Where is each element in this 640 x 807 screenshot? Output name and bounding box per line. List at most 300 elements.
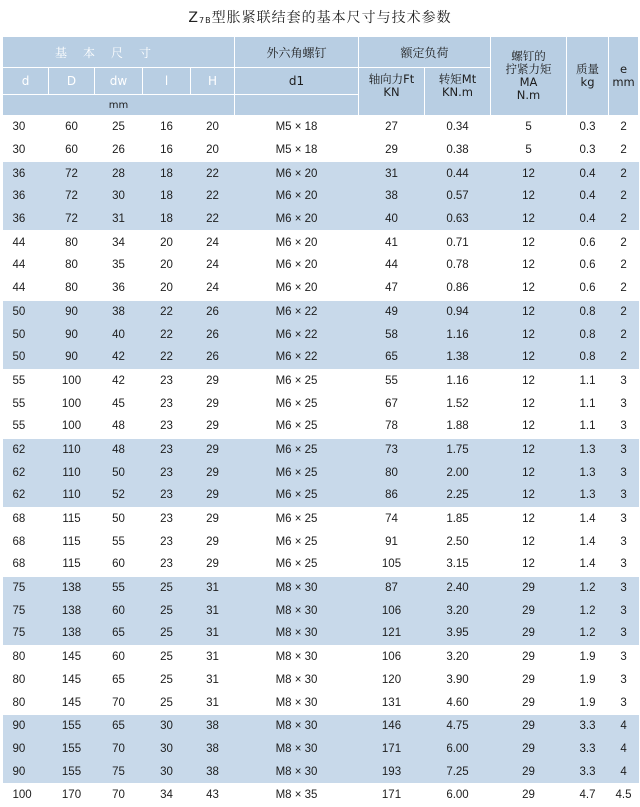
title-text: 型胀紧联结套的基本尺寸与技术参数: [211, 10, 452, 26]
cell-torque: 0.94: [425, 300, 491, 323]
table-row: [3, 691, 639, 714]
cell-tighten-torque: 12: [491, 369, 567, 392]
cell-torque: 1.75: [425, 438, 491, 461]
cell-e: 2: [609, 116, 639, 139]
cell-l: 25: [143, 599, 191, 622]
cell-H: 22: [191, 162, 235, 185]
cell-mass: 1.1: [567, 392, 609, 415]
title-subscript: 7B: [199, 16, 212, 25]
cell-H: 29: [191, 553, 235, 576]
cell-axial-force: 171: [359, 738, 425, 761]
cell-d: 100: [3, 783, 49, 806]
table-row: [3, 576, 639, 599]
table-header: [3, 37, 639, 116]
cell-dw: 42: [95, 369, 143, 392]
cell-mass: 1.1: [567, 415, 609, 438]
cell-e: 2: [609, 277, 639, 300]
tighten-torque-line-4: N.m: [516, 88, 541, 102]
cell-d: 36: [3, 208, 49, 231]
table-row: [3, 484, 639, 507]
cell-axial-force: 171: [359, 783, 425, 806]
cell-torque: 2.40: [425, 576, 491, 599]
cell-torque: 3.90: [425, 669, 491, 692]
cell-mass: 0.6: [567, 231, 609, 254]
cell-dw: 48: [95, 415, 143, 438]
cell-l: 18: [143, 185, 191, 208]
cell-d1: M8 × 30: [235, 645, 359, 668]
title-prefix: Z: [188, 10, 199, 26]
cell-l: 16: [143, 116, 191, 139]
cell-D: 80: [49, 277, 95, 300]
cell-D: 145: [49, 669, 95, 692]
cell-mass: 3.3: [567, 760, 609, 783]
cell-D: 115: [49, 553, 95, 576]
header-H: H: [191, 68, 235, 95]
table-row: [3, 139, 639, 162]
cell-dw: 40: [95, 323, 143, 346]
cell-torque: 0.86: [425, 277, 491, 300]
header-torque: [425, 68, 491, 116]
cell-mass: 4.7: [567, 783, 609, 806]
cell-l: 25: [143, 669, 191, 692]
cell-mass: 1.1: [567, 369, 609, 392]
table-row: [3, 346, 639, 369]
cell-mass: 0.4: [567, 185, 609, 208]
torque-line-1: 转矩Mt: [438, 72, 477, 86]
cell-dw: 55: [95, 576, 143, 599]
cell-D: 115: [49, 507, 95, 530]
cell-d1: M5 × 18: [235, 139, 359, 162]
cell-mass: 0.4: [567, 208, 609, 231]
cell-mass: 3.3: [567, 738, 609, 761]
cell-H: 22: [191, 208, 235, 231]
header-d: d: [3, 68, 49, 95]
mass-line-2: kg: [580, 75, 595, 89]
cell-d: 44: [3, 254, 49, 277]
cell-dw: 36: [95, 277, 143, 300]
cell-tighten-torque: 29: [491, 783, 567, 806]
cell-e: 3: [609, 415, 639, 438]
cell-mass: 1.4: [567, 507, 609, 530]
cell-d: 80: [3, 691, 49, 714]
cell-d1: M8 × 30: [235, 669, 359, 692]
cell-d1: M8 × 30: [235, 714, 359, 737]
cell-d1: M6 × 22: [235, 300, 359, 323]
cell-l: 23: [143, 415, 191, 438]
cell-axial-force: 86: [359, 484, 425, 507]
cell-H: 29: [191, 461, 235, 484]
table-row: [3, 162, 639, 185]
table-row: [3, 553, 639, 576]
cell-mass: 0.6: [567, 254, 609, 277]
cell-l: 23: [143, 484, 191, 507]
cell-l: 23: [143, 530, 191, 553]
cell-D: 72: [49, 162, 95, 185]
cell-torque: 3.20: [425, 645, 491, 668]
cell-axial-force: 74: [359, 507, 425, 530]
cell-d1: M8 × 35: [235, 783, 359, 806]
cell-tighten-torque: 12: [491, 300, 567, 323]
cell-torque: 2.00: [425, 461, 491, 484]
cell-D: 138: [49, 622, 95, 645]
cell-torque: 1.16: [425, 369, 491, 392]
cell-tighten-torque: 29: [491, 760, 567, 783]
cell-D: 100: [49, 369, 95, 392]
cell-e: 3: [609, 438, 639, 461]
cell-e: 4.5: [609, 783, 639, 806]
cell-d1: M8 × 30: [235, 622, 359, 645]
cell-d: 44: [3, 277, 49, 300]
cell-torque: 0.44: [425, 162, 491, 185]
cell-H: 29: [191, 507, 235, 530]
cell-tighten-torque: 29: [491, 645, 567, 668]
table-row: [3, 645, 639, 668]
cell-axial-force: 44: [359, 254, 425, 277]
cell-mass: 0.3: [567, 139, 609, 162]
cell-d1: M6 × 22: [235, 323, 359, 346]
cell-D: 90: [49, 300, 95, 323]
cell-tighten-torque: 29: [491, 622, 567, 645]
cell-axial-force: 87: [359, 576, 425, 599]
cell-d1: M6 × 20: [235, 162, 359, 185]
header-axial-force: [359, 68, 425, 116]
cell-axial-force: 73: [359, 438, 425, 461]
cell-H: 31: [191, 645, 235, 668]
cell-torque: 1.52: [425, 392, 491, 415]
cell-tighten-torque: 12: [491, 438, 567, 461]
cell-e: 4: [609, 714, 639, 737]
cell-axial-force: 131: [359, 691, 425, 714]
cell-torque: 2.50: [425, 530, 491, 553]
cell-H: 38: [191, 738, 235, 761]
cell-torque: 3.20: [425, 599, 491, 622]
cell-axial-force: 47: [359, 277, 425, 300]
cell-tighten-torque: 12: [491, 277, 567, 300]
cell-tighten-torque: 12: [491, 185, 567, 208]
header-dw: dw: [95, 68, 143, 95]
cell-dw: 75: [95, 760, 143, 783]
cell-D: 72: [49, 185, 95, 208]
cell-tighten-torque: 12: [491, 415, 567, 438]
cell-axial-force: 80: [359, 461, 425, 484]
cell-dw: 55: [95, 530, 143, 553]
cell-dw: 65: [95, 669, 143, 692]
cell-torque: 1.38: [425, 346, 491, 369]
cell-axial-force: 29: [359, 139, 425, 162]
cell-axial-force: 106: [359, 645, 425, 668]
cell-D: 110: [49, 461, 95, 484]
table-row: [3, 254, 639, 277]
cell-H: 29: [191, 415, 235, 438]
cell-tighten-torque: 12: [491, 231, 567, 254]
cell-d1: M6 × 25: [235, 415, 359, 438]
cell-D: 72: [49, 208, 95, 231]
cell-d: 55: [3, 369, 49, 392]
cell-e: 3: [609, 507, 639, 530]
axial-force-line-1: 轴向力Ft: [368, 72, 415, 86]
table-body: [3, 116, 639, 807]
tighten-torque-line-1: 螺钉的: [511, 49, 546, 63]
cell-l: 20: [143, 231, 191, 254]
table-row: [3, 116, 639, 139]
cell-mass: 1.9: [567, 645, 609, 668]
cell-l: 22: [143, 346, 191, 369]
cell-tighten-torque: 12: [491, 323, 567, 346]
cell-axial-force: 49: [359, 300, 425, 323]
cell-D: 60: [49, 116, 95, 139]
header-screw-blank: [235, 95, 359, 116]
cell-l: 25: [143, 645, 191, 668]
cell-mass: 0.8: [567, 323, 609, 346]
cell-torque: 0.38: [425, 139, 491, 162]
cell-H: 38: [191, 714, 235, 737]
table-row: [3, 530, 639, 553]
cell-mass: 1.4: [567, 553, 609, 576]
torque-line-2: KN.m: [442, 85, 474, 99]
cell-e: 2: [609, 231, 639, 254]
cell-axial-force: 58: [359, 323, 425, 346]
cell-dw: 50: [95, 507, 143, 530]
cell-d: 55: [3, 392, 49, 415]
cell-axial-force: 105: [359, 553, 425, 576]
cell-l: 30: [143, 738, 191, 761]
cell-H: 29: [191, 392, 235, 415]
cell-H: 29: [191, 438, 235, 461]
cell-l: 30: [143, 760, 191, 783]
cell-e: 2: [609, 208, 639, 231]
cell-H: 24: [191, 254, 235, 277]
spec-table: [2, 36, 639, 807]
cell-d: 68: [3, 530, 49, 553]
cell-mass: 1.3: [567, 461, 609, 484]
cell-d1: M6 × 25: [235, 369, 359, 392]
cell-D: 80: [49, 231, 95, 254]
cell-e: 3: [609, 599, 639, 622]
cell-mass: 0.3: [567, 116, 609, 139]
e-line-1: e: [619, 62, 628, 76]
cell-d1: M6 × 25: [235, 553, 359, 576]
cell-e: 2: [609, 185, 639, 208]
cell-e: 3: [609, 553, 639, 576]
cell-torque: 6.00: [425, 783, 491, 806]
cell-mass: 1.2: [567, 622, 609, 645]
cell-d1: M5 × 18: [235, 116, 359, 139]
cell-tighten-torque: 12: [491, 461, 567, 484]
cell-e: 2: [609, 254, 639, 277]
cell-d1: M8 × 30: [235, 760, 359, 783]
cell-e: 4: [609, 738, 639, 761]
cell-e: 3: [609, 530, 639, 553]
cell-H: 26: [191, 323, 235, 346]
cell-H: 24: [191, 231, 235, 254]
table-row: [3, 231, 639, 254]
cell-axial-force: 31: [359, 162, 425, 185]
tighten-torque-line-2: 拧紧力矩: [505, 62, 552, 76]
cell-D: 80: [49, 254, 95, 277]
cell-H: 22: [191, 185, 235, 208]
cell-l: 20: [143, 277, 191, 300]
cell-D: 100: [49, 415, 95, 438]
cell-mass: 1.9: [567, 669, 609, 692]
cell-d1: M6 × 20: [235, 208, 359, 231]
cell-D: 90: [49, 323, 95, 346]
cell-l: 25: [143, 576, 191, 599]
cell-torque: 0.63: [425, 208, 491, 231]
cell-e: 2: [609, 300, 639, 323]
cell-dw: 45: [95, 392, 143, 415]
cell-tighten-torque: 12: [491, 392, 567, 415]
cell-mass: 1.2: [567, 599, 609, 622]
cell-l: 25: [143, 691, 191, 714]
cell-dw: 70: [95, 783, 143, 806]
cell-mass: 0.8: [567, 346, 609, 369]
table-row: [3, 783, 639, 806]
cell-torque: 3.95: [425, 622, 491, 645]
cell-dw: 70: [95, 738, 143, 761]
cell-d1: M6 × 20: [235, 185, 359, 208]
cell-dw: 38: [95, 300, 143, 323]
cell-tighten-torque: 12: [491, 553, 567, 576]
table-row: [3, 277, 639, 300]
cell-e: 3: [609, 645, 639, 668]
cell-torque: 6.00: [425, 738, 491, 761]
cell-D: 110: [49, 438, 95, 461]
table-row: [3, 507, 639, 530]
cell-axial-force: 193: [359, 760, 425, 783]
cell-d1: M6 × 25: [235, 484, 359, 507]
table-row: [3, 208, 639, 231]
cell-dw: 26: [95, 139, 143, 162]
cell-axial-force: 121: [359, 622, 425, 645]
table-row: [3, 185, 639, 208]
cell-tighten-torque: 12: [491, 254, 567, 277]
cell-mass: 0.4: [567, 162, 609, 185]
table-row: [3, 622, 639, 645]
e-line-2: mm: [612, 75, 635, 89]
cell-d1: M6 × 25: [235, 507, 359, 530]
cell-d1: M6 × 20: [235, 231, 359, 254]
cell-e: 2: [609, 162, 639, 185]
table-row: [3, 300, 639, 323]
cell-d1: M6 × 20: [235, 254, 359, 277]
cell-D: 145: [49, 691, 95, 714]
cell-dw: 50: [95, 461, 143, 484]
cell-mass: 0.6: [567, 277, 609, 300]
cell-l: 25: [143, 622, 191, 645]
cell-l: 30: [143, 714, 191, 737]
cell-torque: 0.57: [425, 185, 491, 208]
cell-torque: 1.16: [425, 323, 491, 346]
cell-axial-force: 38: [359, 185, 425, 208]
cell-H: 38: [191, 760, 235, 783]
cell-axial-force: 91: [359, 530, 425, 553]
cell-H: 31: [191, 691, 235, 714]
cell-d: 90: [3, 760, 49, 783]
cell-e: 4: [609, 760, 639, 783]
cell-axial-force: 27: [359, 116, 425, 139]
cell-axial-force: 41: [359, 231, 425, 254]
cell-l: 22: [143, 323, 191, 346]
cell-dw: 60: [95, 599, 143, 622]
cell-H: 29: [191, 369, 235, 392]
cell-H: 43: [191, 783, 235, 806]
cell-tighten-torque: 29: [491, 691, 567, 714]
table-row: [3, 738, 639, 761]
table-row: [3, 438, 639, 461]
cell-D: 138: [49, 599, 95, 622]
cell-d1: M6 × 22: [235, 346, 359, 369]
cell-l: 16: [143, 139, 191, 162]
cell-d: 62: [3, 484, 49, 507]
cell-d1: M6 × 25: [235, 530, 359, 553]
header-D: D: [49, 68, 95, 95]
cell-torque: 0.34: [425, 116, 491, 139]
cell-d: 55: [3, 415, 49, 438]
header-rated-load: 额定负荷: [359, 37, 491, 68]
cell-axial-force: 78: [359, 415, 425, 438]
cell-D: 145: [49, 645, 95, 668]
cell-torque: 2.25: [425, 484, 491, 507]
axial-force-line-2: KN: [383, 85, 400, 99]
cell-l: 20: [143, 254, 191, 277]
cell-dw: 31: [95, 208, 143, 231]
table-row: [3, 323, 639, 346]
cell-D: 90: [49, 346, 95, 369]
cell-d1: M8 × 30: [235, 691, 359, 714]
cell-H: 26: [191, 346, 235, 369]
header-l: l: [143, 68, 191, 95]
cell-torque: 3.15: [425, 553, 491, 576]
header-screw: 外六角螺钉: [235, 37, 359, 68]
table-row: [3, 760, 639, 783]
cell-mass: 1.2: [567, 576, 609, 599]
header-tighten-torque: [491, 37, 567, 116]
header-unit-mm: mm: [3, 95, 235, 116]
cell-torque: 1.85: [425, 507, 491, 530]
header-basic-dims: 基 本 尺 寸: [3, 37, 235, 68]
cell-tighten-torque: 12: [491, 484, 567, 507]
cell-d: 50: [3, 300, 49, 323]
cell-H: 31: [191, 669, 235, 692]
table-row: [3, 461, 639, 484]
cell-d: 90: [3, 714, 49, 737]
cell-d: 90: [3, 738, 49, 761]
tighten-torque-line-3: MA: [519, 75, 538, 89]
cell-dw: 65: [95, 714, 143, 737]
cell-e: 3: [609, 392, 639, 415]
cell-D: 100: [49, 392, 95, 415]
cell-dw: 48: [95, 438, 143, 461]
cell-dw: 42: [95, 346, 143, 369]
cell-D: 155: [49, 714, 95, 737]
cell-D: 110: [49, 484, 95, 507]
cell-d: 62: [3, 438, 49, 461]
cell-D: 60: [49, 139, 95, 162]
cell-tighten-torque: 29: [491, 669, 567, 692]
cell-e: 3: [609, 691, 639, 714]
cell-tighten-torque: 29: [491, 576, 567, 599]
cell-d1: M6 × 25: [235, 438, 359, 461]
cell-l: 34: [143, 783, 191, 806]
header-mass: [567, 37, 609, 116]
cell-H: 31: [191, 599, 235, 622]
cell-d: 50: [3, 323, 49, 346]
table-title: [0, 0, 640, 36]
cell-tighten-torque: 5: [491, 116, 567, 139]
table-row: [3, 369, 639, 392]
cell-d1: M6 × 20: [235, 277, 359, 300]
cell-d1: M6 × 25: [235, 461, 359, 484]
